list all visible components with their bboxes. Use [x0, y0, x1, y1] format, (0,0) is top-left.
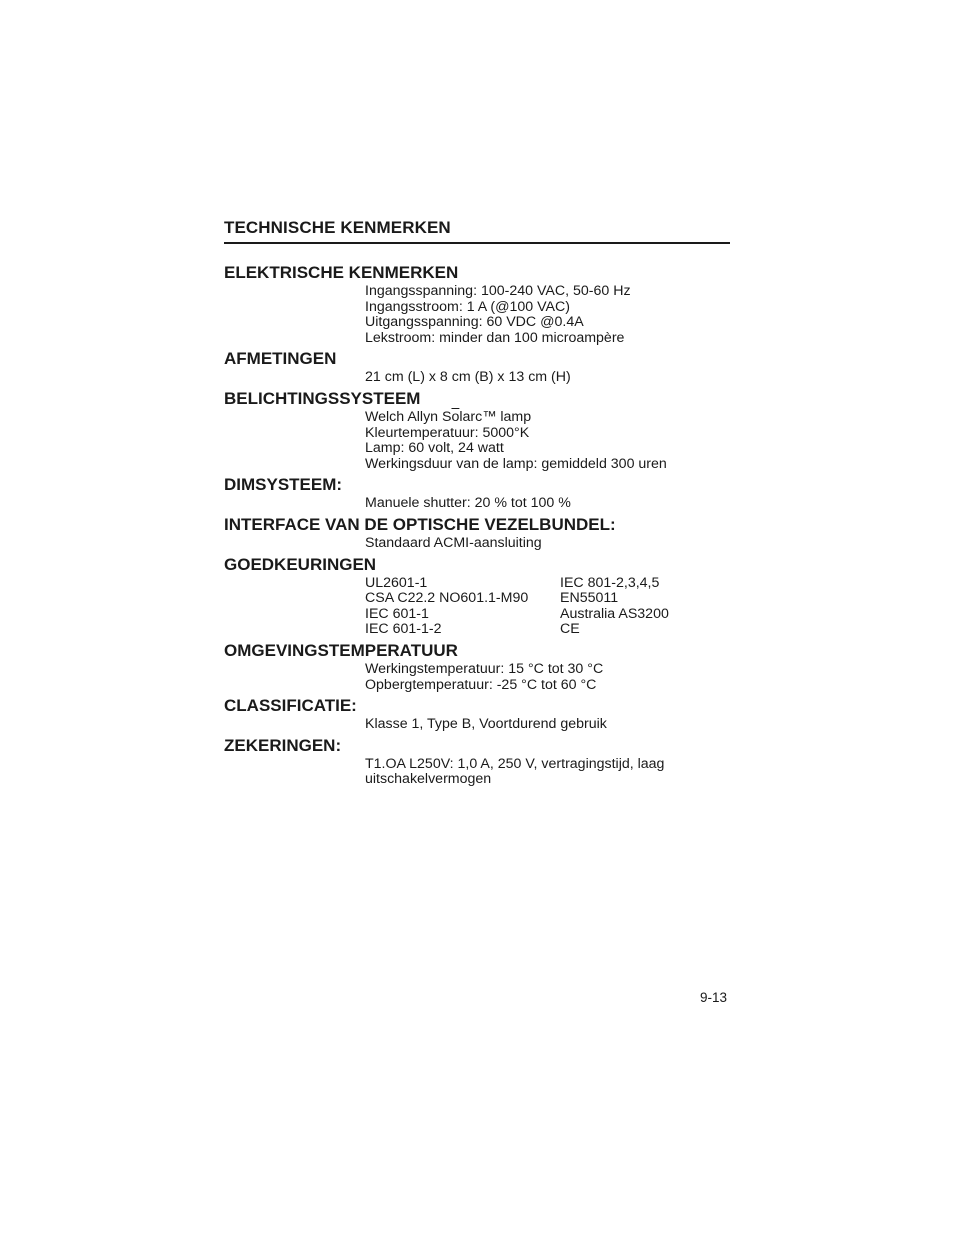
approval-item: CE	[560, 621, 580, 638]
lamp-suffix: larc™ lamp	[459, 408, 532, 425]
spec-line: Standaard ACMI-aansluiting	[365, 534, 542, 551]
section-body	[365, 496, 730, 512]
section-heading: CLASSIFICATIE:	[224, 696, 357, 716]
spec-line: Werkingstemperatuur: 15 °C tot 30 °C	[365, 660, 604, 677]
spec-line: uitschakelvermogen	[365, 771, 492, 788]
spec-line: Opbergtemperatuur: -25 °C tot 60 °C	[365, 676, 597, 693]
spec-line: Werkingsduur van de lamp: gemiddeld 300 uren	[365, 455, 667, 472]
section-heading: ZEKERINGEN:	[224, 735, 342, 755]
page-title: TECHNISCHE KENMERKEN	[224, 218, 451, 237]
section-body	[365, 662, 730, 693]
approval-item: IEC 601-1-2	[365, 621, 442, 638]
approval-item: IEC 801-2,3,4,5	[560, 574, 660, 591]
section-body	[365, 370, 730, 386]
spec-line: Ingangsstroom: 1 A (@100 VAC)	[365, 298, 570, 315]
spec-sections	[224, 262, 730, 790]
section-fuses	[224, 735, 730, 788]
spec-line: T1.OA L250V: 1,0 A, 250 V, vertragingstijd, laag	[365, 755, 665, 772]
section-heading: AFMETINGEN	[224, 349, 337, 369]
spec-line: Lamp: 60 volt, 24 watt	[365, 440, 504, 457]
section-heading: GOEDKEURINGEN	[224, 554, 377, 574]
section-heading: ELEKTRISCHE KENMERKEN	[224, 263, 459, 282]
section-heading: OMGEVINGSTEMPERATUUR	[224, 640, 458, 660]
spec-line: Klasse 1, Type B, Voortdurend gebruik	[365, 716, 607, 733]
approvals-grid	[365, 576, 730, 638]
section-heading: BELICHTINGSSYSTEEM	[224, 388, 421, 408]
section-body	[365, 410, 730, 472]
spec-line: Uitgangsspanning: 60 VDC @0.4A	[365, 314, 584, 331]
approval-item: UL2601-1	[365, 574, 428, 591]
section-body	[365, 757, 730, 788]
lamp-prefix: Welch Allyn S	[365, 408, 452, 425]
section-approvals	[224, 554, 730, 638]
spec-line-lamp	[365, 410, 730, 426]
spec-line: Lekstroom: minder dan 100 microampère	[365, 329, 625, 346]
section-classification	[224, 695, 730, 733]
title-divider	[224, 242, 730, 244]
section-heading: DIMSYSTEEM:	[224, 475, 343, 495]
section-electrical	[224, 262, 730, 346]
approval-item: CSA C22.2 NO601.1-M90	[365, 590, 529, 607]
spec-line: Kleurtemperatuur: 5000°K	[365, 424, 530, 441]
spec-line: Ingangsspanning: 100-240 VAC, 50-60 Hz	[365, 283, 631, 299]
section-body	[365, 536, 730, 552]
spec-line: Manuele shutter: 20 % tot 100 %	[365, 495, 571, 512]
section-fiber-interface	[224, 514, 730, 552]
section-lighting	[224, 388, 730, 472]
section-dimming	[224, 474, 730, 512]
section-body	[365, 717, 730, 733]
section-ambient-temperature	[224, 640, 730, 693]
section-dimensions	[224, 348, 730, 386]
spec-line: 21 cm (L) x 8 cm (B) x 13 cm (H)	[365, 369, 571, 386]
approval-item: EN55011	[560, 590, 619, 607]
page-number: 9-13	[700, 990, 728, 1005]
lamp-overline-letter: $\overline{o}$	[451, 408, 460, 425]
approval-item: IEC 601-1	[365, 605, 429, 622]
section-heading: INTERFACE VAN DE OPTISCHE VEZELBUNDEL:	[224, 514, 616, 534]
approval-item: Australia AS3200	[560, 605, 669, 622]
section-body	[365, 284, 730, 346]
